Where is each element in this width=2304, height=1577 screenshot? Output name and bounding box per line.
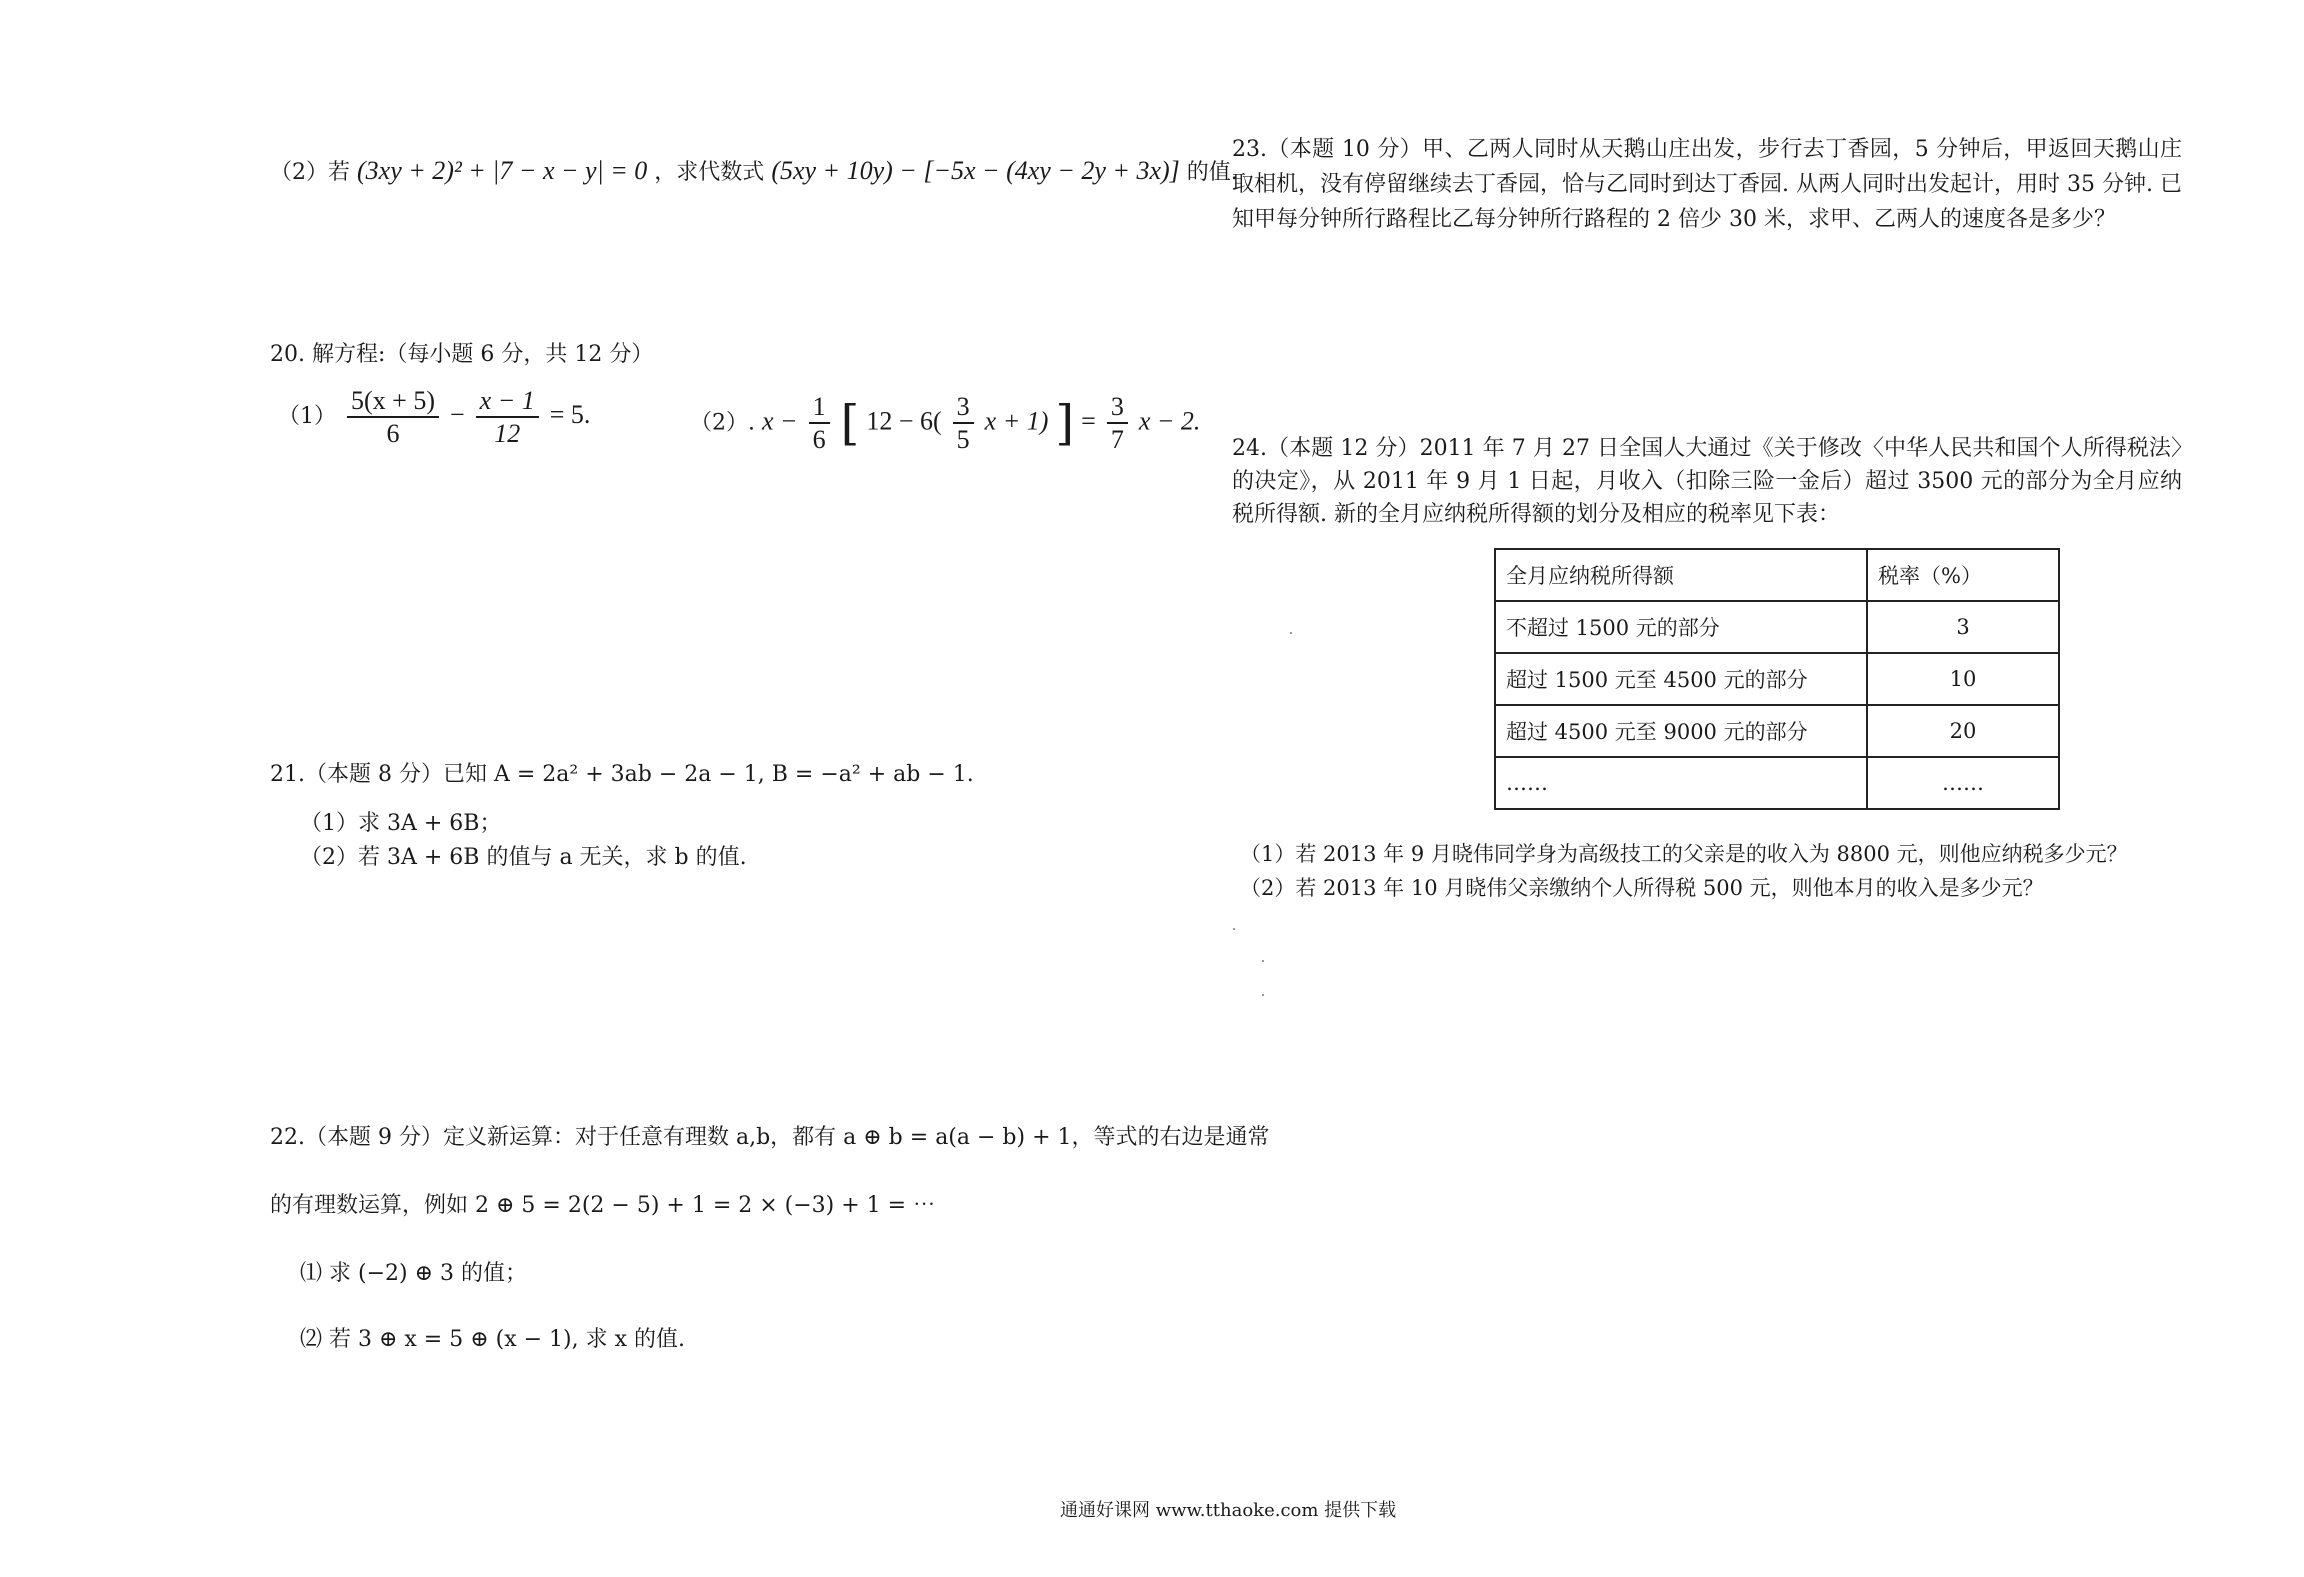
fraction-denominator: 6 <box>386 419 400 449</box>
question-20-part-2 <box>690 385 1200 462</box>
table-header-cell: 全月应纳税所得额 <box>1495 549 1867 601</box>
q20-part1-fraction-2 <box>476 385 539 449</box>
table-cell: 不超过 1500 元的部分 <box>1495 601 1867 653</box>
equation-rhs: = 5. <box>549 400 591 430</box>
question-22-title: 22.（本题 9 分）定义新运算：对于任意有理数 a,b，都有 a ⊕ b = a(a − b) + 1，等式的右边是通常 <box>270 1125 1270 1150</box>
q20-part2-fraction-1 <box>809 391 830 455</box>
table-cell: 超过 4500 元至 9000 元的部分 <box>1495 705 1867 757</box>
fraction-denominator: 6 <box>812 425 826 455</box>
question-22-example: 的有理数运算，例如 2 ⊕ 5 = 2(2 − 5) + 1 = 2 × (−3) + 1 = ⋯ <box>270 1193 936 1218</box>
q20-part2-x-term: x − <box>762 406 798 436</box>
scan-speck <box>1262 960 1264 962</box>
q20-part2-inner-b: x + 1) <box>984 406 1049 436</box>
fraction-denominator: 12 <box>494 419 521 449</box>
question-19-part-2 <box>270 150 1238 192</box>
table-cell: 3 <box>1867 601 2059 653</box>
fraction-numerator: 5(x + 5) <box>347 385 439 418</box>
table-row <box>1495 601 2059 653</box>
question-20-title: 20. 解方程:（每小题 6 分，共 12 分） <box>270 342 654 367</box>
table-header-cell: 税率（%） <box>1867 549 2059 601</box>
table-row <box>1495 757 2059 809</box>
question-24-intro: 24.（本题 12 分）2011 年 7 月 27 日全国人大通过《关于修改〈中华人民共和国个人所得税法〉的决定》，从 2011 年 9 月 1 日起，月收入（扣除三险一金后）超过 3500 元的部分为全月应纳税所得额. 新的全月应纳税所得额的划分及相应的税率见下表： <box>1232 436 2182 527</box>
q19-target-expression: (5xy + 10y) − [−5x − (4xy − 2y + 3x)] <box>771 156 1180 185</box>
minus-sign: − <box>449 400 465 430</box>
tax-rate-table <box>1494 548 2060 810</box>
scan-speck <box>1233 928 1235 930</box>
fraction-numerator: 3 <box>1107 391 1128 424</box>
table-cell: 超过 1500 元至 4500 元的部分 <box>1495 653 1867 705</box>
table-row <box>1495 705 2059 757</box>
q20-part2-tail: x − 2. <box>1138 406 1201 436</box>
q20-part2-fraction-3 <box>1107 391 1128 455</box>
fraction-denominator: 5 <box>956 425 970 455</box>
question-21-part-1: （1）求 3A + 6B； <box>300 811 502 836</box>
question-23: 23.（本题 10 分）甲、乙两人同时从天鹅山庄出发，步行去丁香园，5 分钟后，甲返回天鹅山庄取相机，没有停留继续去丁香园，恰与乙同时到达丁香园. 从两人同时出发起计，用时 35 分钟. 已知甲每分钟所行路程比乙每分钟所行路程的 2 倍少 30 米，求甲、乙两人的速度各是多少？ <box>1232 137 2182 232</box>
footer-credit: 通通好课网 www.tthaoke.com 提供下载 <box>1060 1500 1397 1521</box>
q19-prefix: （2）若 <box>270 160 350 185</box>
scan-speck <box>1290 632 1292 634</box>
table-header-row <box>1495 549 2059 601</box>
question-20-part-1 <box>278 385 590 449</box>
q19-suffix: 的值. <box>1186 160 1238 185</box>
scan-speck <box>1262 994 1264 996</box>
table-cell: …… <box>1867 757 2059 809</box>
table-row <box>1495 653 2059 705</box>
fraction-numerator: 1 <box>809 391 830 424</box>
question-22-part-2: ⑵ 若 3 ⊕ x = 5 ⊕ (x − 1), 求 x 的值. <box>300 1327 686 1352</box>
fraction-numerator: x − 1 <box>476 385 539 418</box>
table-cell: …… <box>1495 757 1867 809</box>
question-22-part-1: ⑴ 求 (−2) ⊕ 3 的值； <box>300 1261 527 1286</box>
q19-mid-text: ，求代数式 <box>654 160 765 185</box>
right-bracket: ] <box>1055 395 1075 451</box>
question-21-title: 21.（本题 8 分）已知 A = 2a² + 3ab − 2a − 1, B = −a² + ab − 1. <box>270 762 974 787</box>
q20-part1-fraction-1 <box>347 385 439 449</box>
q20-part2-label: （2）. <box>690 410 755 436</box>
table-cell: 20 <box>1867 705 2059 757</box>
equals-sign: = <box>1081 406 1096 436</box>
question-21-part-2: （2）若 3A + 6B 的值与 a 无关，求 b 的值. <box>300 845 747 870</box>
fraction-denominator: 7 <box>1110 425 1124 455</box>
q20-part2-fraction-2 <box>953 391 974 455</box>
fraction-numerator: 3 <box>953 391 974 424</box>
q20-part1-label: （1） <box>278 404 336 430</box>
left-bracket: [ <box>840 395 860 451</box>
question-24-part-2: （2）若 2013 年 10 月晓伟父亲缴纳个人所得税 500 元，则他本月的收入是多少元？ <box>1240 876 2044 900</box>
q19-condition-expression: (3xy + 2)² + |7 − x − y| = 0 <box>357 156 648 185</box>
q20-part2-inner-a: 12 − 6( <box>866 406 942 436</box>
table-cell: 10 <box>1867 653 2059 705</box>
question-24-part-1: （1）若 2013 年 9 月晓伟同学身为高级技工的父亲是的收入为 8800 元，则他应纳税多少元？ <box>1240 842 2128 866</box>
